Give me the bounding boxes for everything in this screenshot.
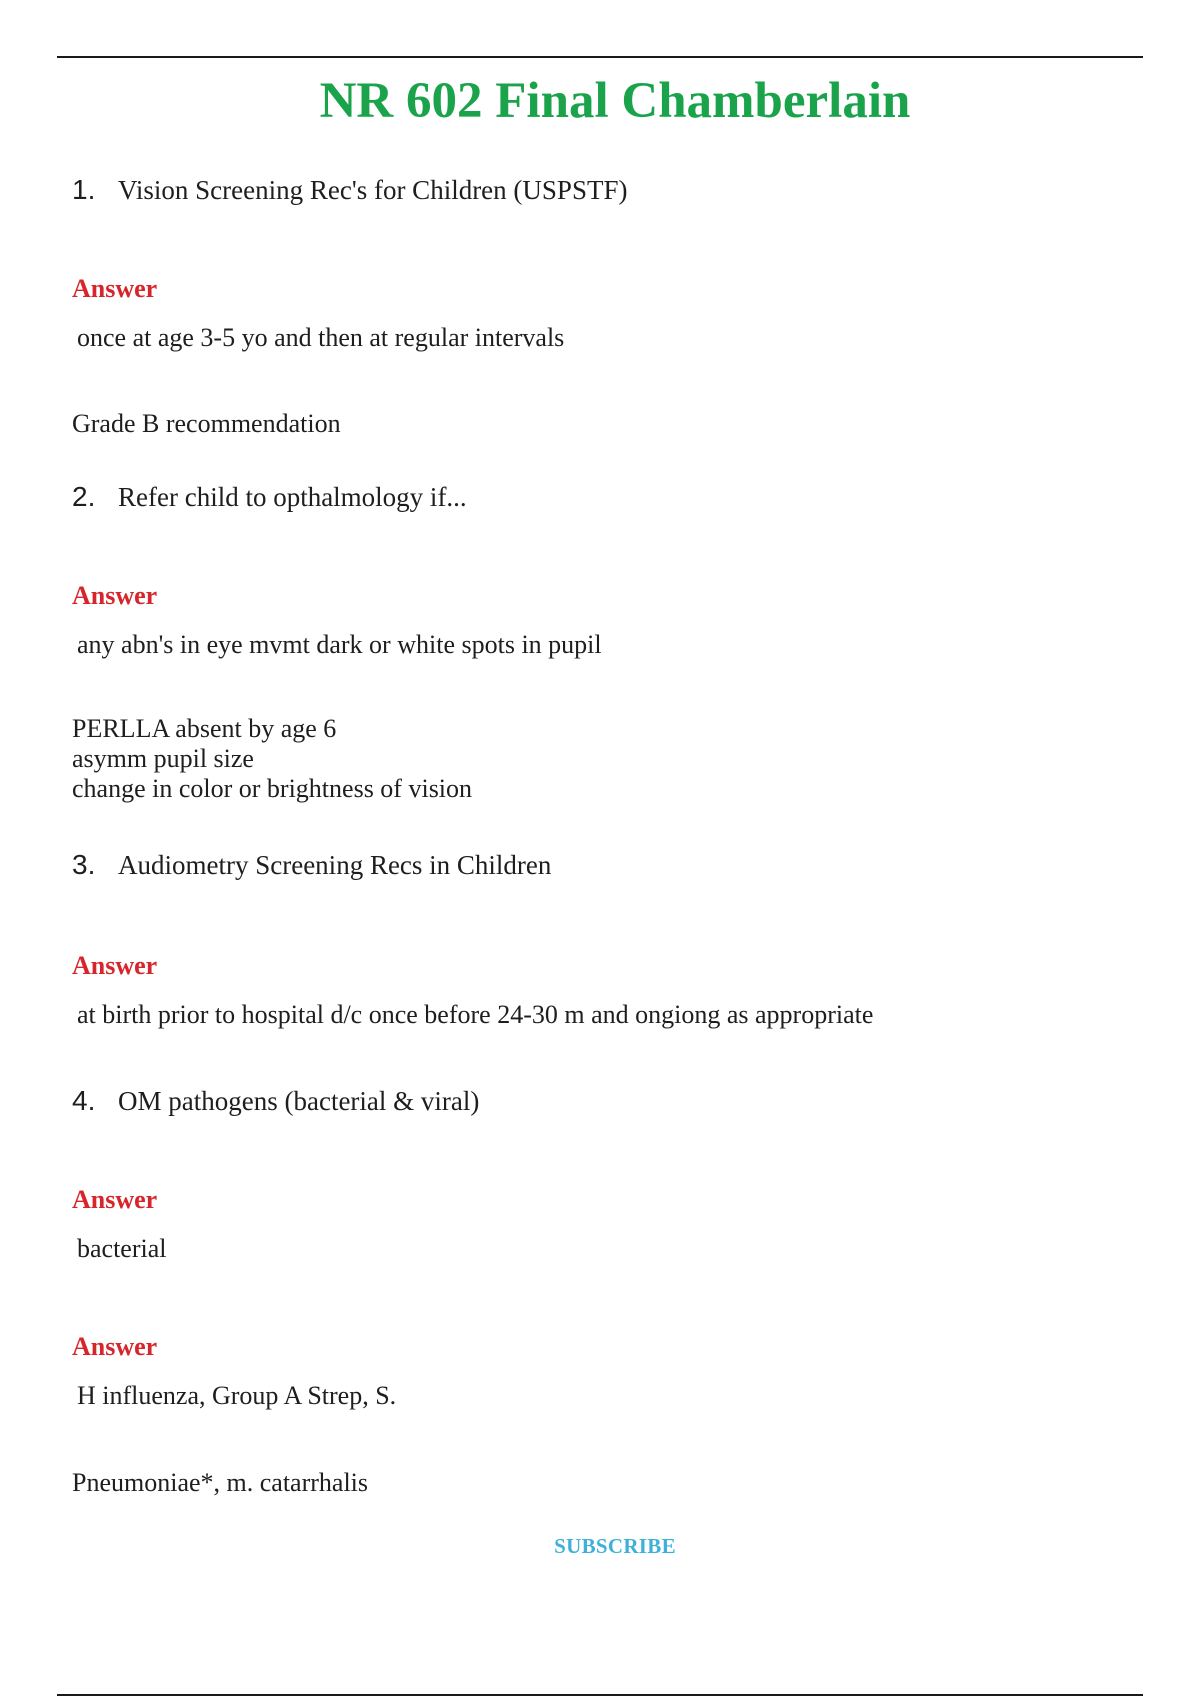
question-2 — [72, 481, 467, 513]
answer-note-list — [72, 714, 472, 804]
question-text: Refer child to opthalmology if... — [118, 482, 467, 512]
answer-label: Answer — [72, 1332, 158, 1361]
answer-label: Answer — [72, 581, 158, 610]
question-text: OM pathogens (bacterial & viral) — [118, 1086, 480, 1116]
subscribe-link[interactable]: SUBSCRIBE — [554, 1534, 676, 1558]
answer-note-line: asymm pupil size — [72, 744, 254, 773]
question-4 — [72, 1085, 479, 1117]
answer-text: once at age 3-5 yo and then at regular intervals — [77, 323, 565, 352]
question-1 — [72, 174, 627, 206]
question-text: Vision Screening Rec's for Children (USPSTF) — [118, 175, 628, 205]
top-rule — [57, 56, 1143, 58]
answer-label: Answer — [72, 1185, 158, 1214]
bottom-rule — [57, 1694, 1143, 1696]
answer-note-line: PERLLA absent by age 6 — [72, 714, 337, 743]
question-number: 3. — [72, 849, 96, 880]
question-number: 2. — [72, 481, 96, 512]
question-text: Audiometry Screening Recs in Children — [118, 850, 552, 880]
answer-text: H influenza, Group A Strep, S. — [77, 1381, 397, 1410]
answer-text: at birth prior to hospital d/c once before 24-30 m and ongiong as appropriate — [77, 1000, 874, 1029]
answer-note-line: change in color or brightness of vision — [72, 774, 473, 803]
question-3 — [72, 849, 551, 881]
page-title: NR 602 Final Chamberlain — [319, 73, 911, 129]
answer-note: Pneumoniae*, m. catarrhalis — [72, 1468, 369, 1497]
question-number: 1. — [72, 174, 96, 205]
question-number: 4. — [72, 1085, 96, 1116]
answer-text: any abn's in eye mvmt dark or white spots in pupil — [77, 630, 602, 659]
answer-label: Answer — [72, 951, 158, 980]
answer-note: Grade B recommendation — [72, 409, 341, 438]
answer-label: Answer — [72, 274, 158, 303]
answer-text: bacterial — [77, 1234, 167, 1263]
